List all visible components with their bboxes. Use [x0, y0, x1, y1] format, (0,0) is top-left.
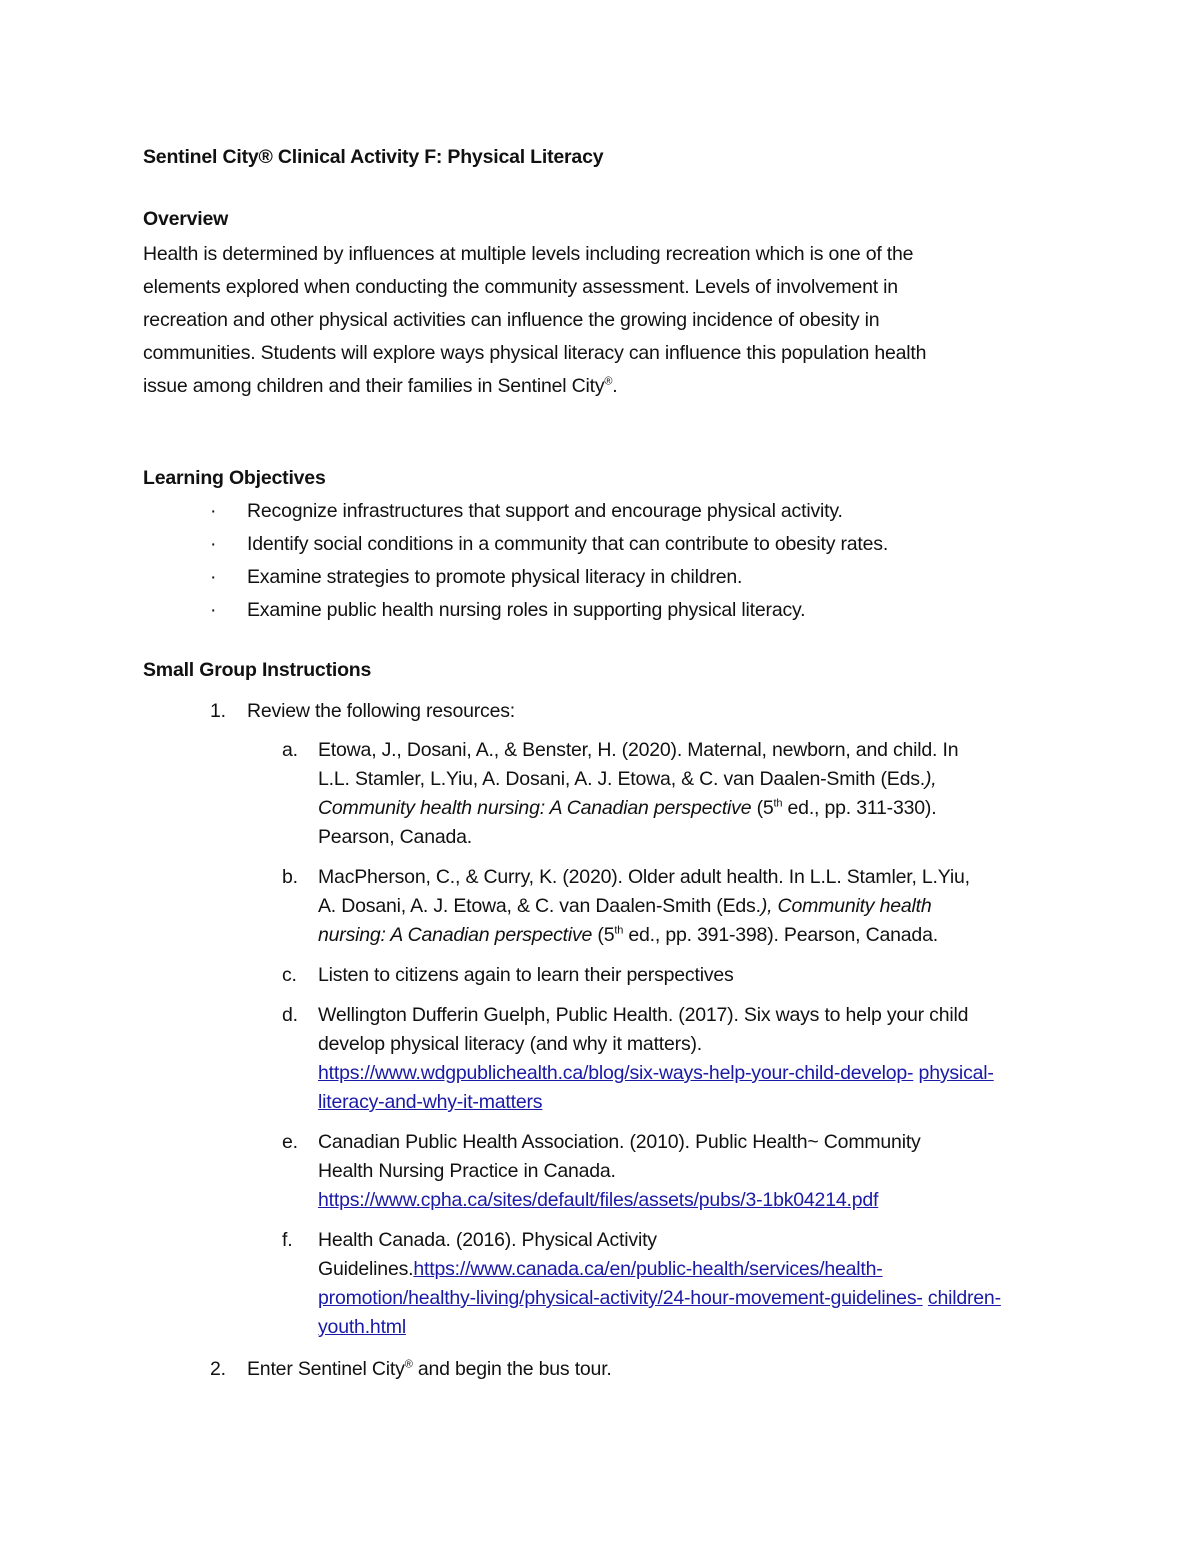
reference-line: Health Nursing Practice in Canada. [318, 1160, 616, 1182]
reference-line [318, 1255, 1042, 1284]
superscript: th [773, 797, 783, 810]
reference-italic: ), [925, 768, 937, 790]
reference-text: ed., pp. 391-398). Pearson, Canada. [623, 924, 938, 946]
overview-heading: Overview [143, 208, 229, 230]
overview-line-end: . [612, 375, 618, 397]
superscript: th [614, 924, 624, 937]
book-title: ), Community health [760, 895, 932, 917]
bullet-icon: · [210, 599, 217, 621]
reference-line: develop physical literacy (and why it matters). [318, 1033, 703, 1055]
reference-line: Canadian Public Health Association. (2010). Public Health~ Community [318, 1131, 921, 1153]
overview-line [143, 370, 1063, 403]
reference-line: Health Canada. (2016). Physical Activity [318, 1229, 657, 1251]
objective-item [143, 530, 888, 563]
reference-b [282, 863, 1042, 950]
reference-line [318, 794, 1042, 823]
reference-d [282, 1001, 1042, 1117]
reference-text: Guidelines. [318, 1258, 414, 1280]
reference-text: (5 [592, 924, 615, 946]
reference-line [318, 921, 1042, 950]
bullet-icon: · [210, 533, 217, 555]
step-number: 2. [210, 1358, 226, 1380]
reference-letter: c. [282, 964, 297, 986]
step-text [247, 1356, 612, 1382]
objective-item [143, 497, 888, 530]
step-text-part: Enter Sentinel City [247, 1358, 405, 1380]
reference-letter: f. [282, 1229, 293, 1251]
reference-a [282, 736, 1042, 852]
reference-line: MacPherson, C., & Curry, K. (2020). Older adult health. In L.L. Stamler, L.Yiu, [318, 866, 970, 888]
resource-link-health-canada-end[interactable]: children-youth.html [318, 1287, 1001, 1338]
reference-line: Etowa, J., Dosani, A., & Benster, H. (2020). Maternal, newborn, and child. In [318, 739, 959, 761]
objective-text: Examine strategies to promote physical literacy in children. [247, 566, 743, 588]
reference-letter: a. [282, 739, 298, 761]
resource-link-wdg-cont[interactable]: physical-literacy-and-why-it-matters [318, 1062, 994, 1113]
objective-text: Examine public health nursing roles in supporting physical literacy. [247, 599, 806, 621]
objectives-heading: Learning Objectives [143, 467, 326, 489]
resource-link-wdg[interactable]: https://www.wdgpublichealth.ca/blog/six-ways-help-your-child-develop- [318, 1062, 914, 1084]
resource-link-health-canada[interactable]: https://www.canada.ca/en/public-health/services/health- [413, 1258, 883, 1280]
reference-letter: d. [282, 1004, 298, 1026]
reference-line: Listen to citizens again to learn their perspectives [318, 964, 734, 986]
reference-f [282, 1226, 1042, 1342]
reference-text: ed., pp. 311-330). [782, 797, 937, 819]
reference-letter: b. [282, 866, 298, 888]
bullet-icon: · [210, 566, 217, 588]
overview-line: recreation and other physical activities can influence the growing incidence of obesity in [143, 309, 880, 331]
instructions-heading: Small Group Instructions [143, 659, 372, 681]
objectives-list [143, 497, 888, 629]
overview-line: communities. Students will explore ways physical literacy can influence this population health [143, 342, 927, 364]
reference-letter: e. [282, 1131, 298, 1153]
book-title: nursing: A Canadian perspective [318, 924, 593, 946]
step-text-part: and begin the bus tour. [412, 1358, 612, 1380]
step-text: Review the following resources: [247, 700, 516, 722]
document-title: Sentinel City® Clinical Activity F: Physical Literacy [143, 146, 604, 168]
resource-link-health-canada-cont[interactable]: promotion/healthy-living/physical-activity/24-hour-movement-guidelines- [318, 1287, 923, 1309]
bullet-icon: · [210, 500, 217, 522]
reference-line: Pearson, Canada. [318, 826, 472, 848]
reference-c [282, 961, 1042, 990]
registered-mark: ® [404, 1358, 413, 1371]
step-number: 1. [210, 700, 226, 722]
overview-line: elements explored when conducting the community assessment. Levels of involvement in [143, 276, 898, 298]
objective-item [143, 596, 888, 629]
reference-text: (5 [751, 797, 774, 819]
overview-line: Health is determined by influences at multiple levels including recreation which is one of the [143, 243, 914, 265]
reference-line [318, 892, 1042, 921]
overview-paragraph [143, 238, 1063, 403]
book-title: Community health nursing: A Canadian perspective [318, 797, 752, 819]
overview-line-text: issue among children and their families in Sentinel City [143, 375, 605, 397]
objective-text: Identify social conditions in a community that can contribute to obesity rates. [247, 533, 889, 555]
reference-e [282, 1128, 1042, 1215]
objective-item [143, 563, 888, 596]
objective-text: Recognize infrastructures that support and encourage physical activity. [247, 500, 843, 522]
registered-mark: ® [604, 375, 613, 388]
reference-line: Wellington Dufferin Guelph, Public Health. (2017). Six ways to help your child [318, 1004, 969, 1026]
reference-line [318, 765, 1042, 794]
reference-text: L.L. Stamler, L.Yiu, A. Dosani, A. J. Etowa, & C. van Daalen-Smith (Eds. [318, 768, 925, 790]
reference-text: A. Dosani, A. J. Etowa, & C. van Daalen-Smith (Eds. [318, 895, 761, 917]
resource-link-cpha[interactable]: https://www.cpha.ca/sites/default/files/assets/pubs/3-1bk04214.pdf [318, 1189, 879, 1211]
